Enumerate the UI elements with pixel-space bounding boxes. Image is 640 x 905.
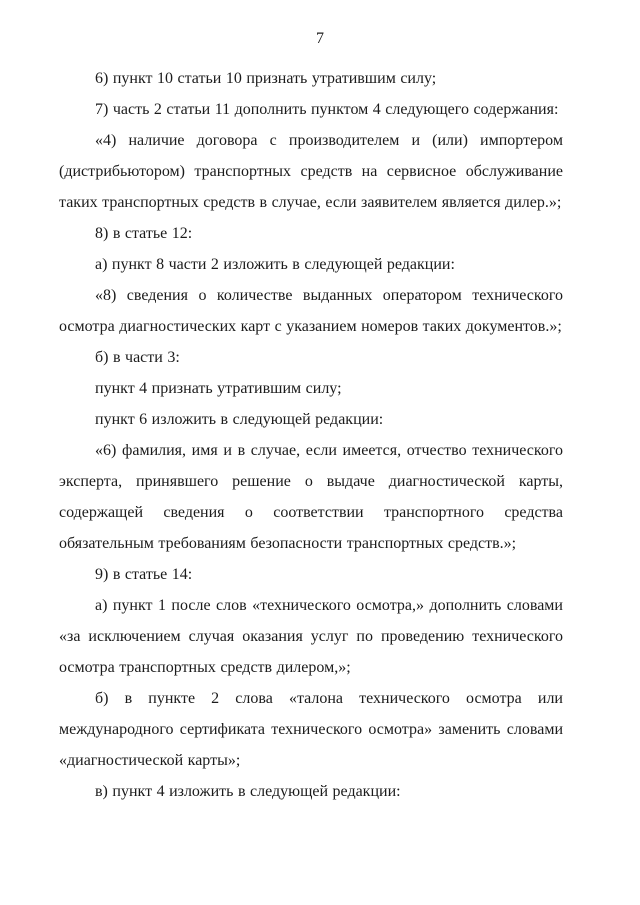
- text-line: осмотра транспортных средств дилером,»;: [59, 659, 351, 676]
- text-line: обязательным требованиям безопасности транспортных средств.»;: [59, 535, 517, 552]
- text-line: 8) в статье 12:: [95, 225, 193, 242]
- text-line: (дистрибьютором) транспортных средств на сервисное обслуживание: [59, 163, 563, 180]
- text-line: «диагностической карты»;: [59, 752, 241, 769]
- text-line: 7) часть 2 статьи 11 дополнить пунктом 4 следующего содержания:: [95, 101, 559, 118]
- text-line: международного сертификата технического осмотра» заменить словами: [59, 721, 563, 738]
- page-number: 7: [316, 30, 324, 47]
- text-line: в) пункт 4 изложить в следующей редакции:: [95, 783, 401, 800]
- text-line: «4) наличие договора с производителем и (или) импортером: [95, 132, 563, 149]
- text-line: а) пункт 1 после слов «технического осмотра,» дополнить словами: [95, 597, 563, 614]
- text-line: эксперта, принявшего решение о выдаче диагностической карты,: [59, 473, 563, 490]
- text-line: «за исключением случая оказания услуг по проведению технического: [59, 628, 563, 645]
- text-line: таких транспортных средств в случае, если заявителем является дилер.»;: [59, 194, 562, 211]
- text-line: 6) пункт 10 статьи 10 признать утратившим силу;: [95, 70, 437, 87]
- text-line: 9) в статье 14:: [95, 566, 193, 583]
- text-line: б) в части 3:: [95, 349, 180, 366]
- document-body: [59, 63, 563, 807]
- text-line: пункт 6 изложить в следующей редакции:: [95, 411, 384, 428]
- text-line: «8) сведения о количестве выданных оператором технического: [95, 287, 563, 304]
- text-line: а) пункт 8 части 2 изложить в следующей редакции:: [95, 256, 455, 273]
- text-line: содержащей сведения о соответствии транспортного средства: [59, 504, 563, 521]
- text-line: осмотра диагностических карт с указанием номеров таких документов.»;: [59, 318, 562, 335]
- text-line: пункт 4 признать утратившим силу;: [95, 380, 342, 397]
- text-line: «6) фамилия, имя и в случае, если имеется, отчество технического: [95, 442, 563, 459]
- text-line: б) в пункте 2 слова «талона технического осмотра или: [95, 690, 563, 707]
